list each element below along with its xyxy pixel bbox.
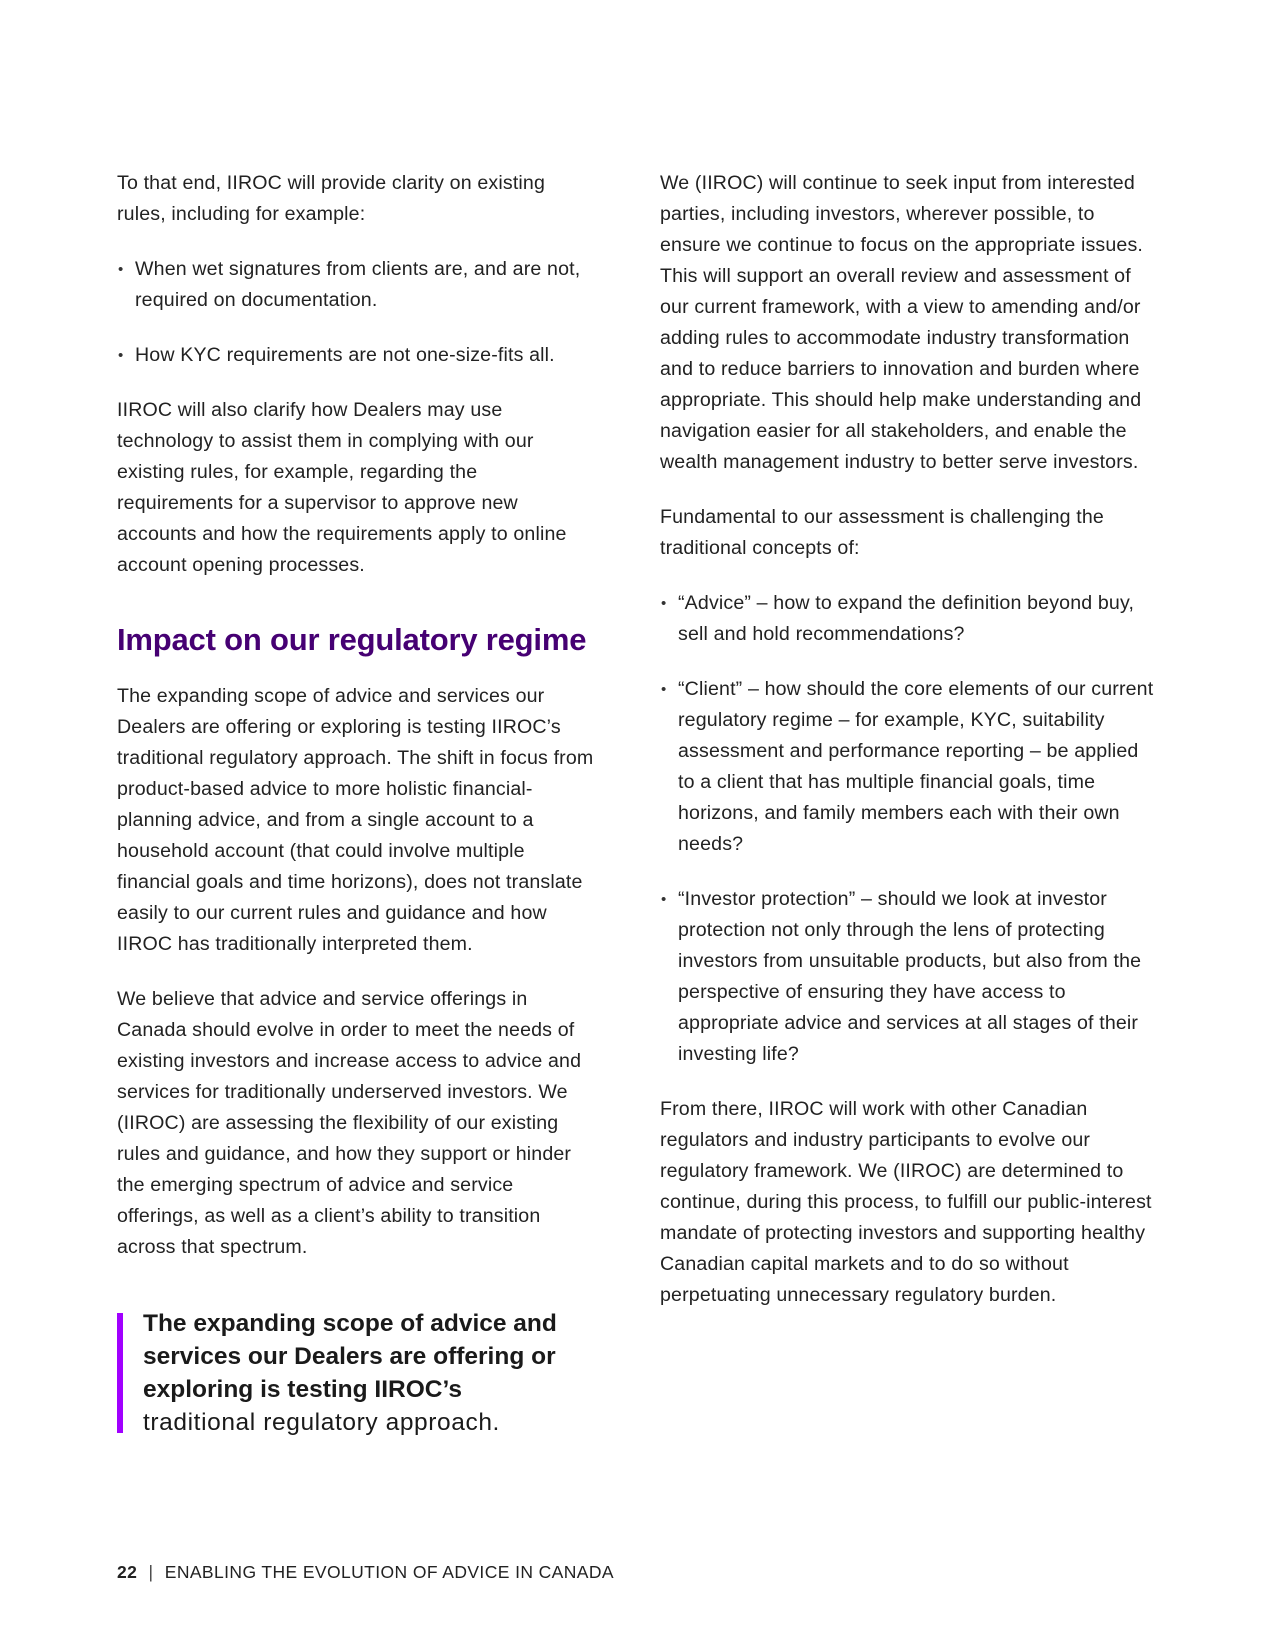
pull-quote-bar bbox=[117, 1313, 123, 1433]
bullet-item-advice: • “Advice” – how to expand the definition beyond buy, sell and hold recommendations? bbox=[660, 588, 1160, 650]
bullet-item: • When wet signatures from clients are, and are not, required on documentation. bbox=[117, 254, 597, 316]
intro-paragraph: To that end, IIROC will provide clarity on existing rules, including for example: bbox=[117, 172, 546, 225]
pull-quote-regular-text: traditional regulatory approach. bbox=[143, 1409, 500, 1436]
section-heading: Impact on our regulatory regime bbox=[117, 622, 587, 657]
document-title: ENABLING THE EVOLUTION OF ADVICE IN CANADA bbox=[164, 1562, 614, 1582]
page-number: 22 bbox=[117, 1562, 138, 1582]
bullet-item: • How KYC requirements are not one-size-fits all. bbox=[117, 340, 597, 371]
pull-quote-bold-text: The expanding scope of advice and services our Dealers are offering or exploring is testing IIROC’s bbox=[143, 1310, 557, 1403]
fundamental-paragraph: Fundamental to our assessment is challenging the traditional concepts of: bbox=[660, 506, 1104, 559]
pull-quote bbox=[117, 1307, 597, 1439]
input-paragraph: We (IIROC) will continue to seek input from interested parties, including investors, wherever possible, to ensure we continue to focus on the appropriate issues. This will support an overall review and assessment of our current framework, with a view to amending and/or adding rules to accommodate industry transformation and to reduce barriers to innovation and burden where appropriate. This should help make understanding and navigation easier for all stakeholders, and enable the wealth management industry to better serve investors. bbox=[660, 172, 1143, 473]
from-there-paragraph: From there, IIROC will work with other Canadian regulators and industry participants to evolve our regulatory framework. We (IIROC) are determined to continue, during this process, to fulfill our public-interest mandate of protecting investors and supporting healthy Canadian capital markets and to do so without perpetuating unnecessary regulatory burden. bbox=[660, 1098, 1152, 1306]
concepts-bullet-list bbox=[660, 588, 1160, 1070]
scope-paragraph: The expanding scope of advice and services our Dealers are offering or exploring is testing IIROC’s traditional regulatory approach. The shift in focus from product-based advice to more holistic financial-planning advice, and from a single account to a household account (that could involve multiple financial goals and time horizons), does not translate easily to our current rules and guidance and how IIROC has traditionally interpreted them. bbox=[117, 685, 594, 955]
technology-paragraph: IIROC will also clarify how Dealers may use technology to assist them in complying with our existing rules, for example, regarding the requirements for a supervisor to approve new accounts and how the requirements apply to online account opening processes. bbox=[117, 399, 567, 576]
clarity-bullet-list bbox=[117, 254, 597, 371]
left-column bbox=[117, 168, 597, 1439]
page-footer bbox=[117, 1562, 614, 1583]
right-column bbox=[660, 168, 1160, 1335]
bullet-item-investor-protection: • “Investor protection” – should we look at investor protection not only through the lens of protecting investors from unsuitable products, but also from the perspective of ensuring they have access to appropriate advice and services at all stages of their investing life? bbox=[660, 884, 1160, 1070]
belief-paragraph: We believe that advice and service offerings in Canada should evolve in order to meet the needs of existing investors and increase access to advice and services for traditionally underserved investors. We (IIROC) are assessing the flexibility of our existing rules and guidance, and how they support or hinder the emerging spectrum of advice and service offerings, as well as a client’s ability to transition across that spectrum. bbox=[117, 988, 582, 1258]
footer-separator: | bbox=[148, 1562, 154, 1582]
bullet-item-client: • “Client” – how should the core elements of our current regulatory regime – for example, KYC, suitability assessment and performance reporting – be applied to a client that has multiple financial goals, time horizons, and family members each with their own needs? bbox=[660, 674, 1160, 860]
